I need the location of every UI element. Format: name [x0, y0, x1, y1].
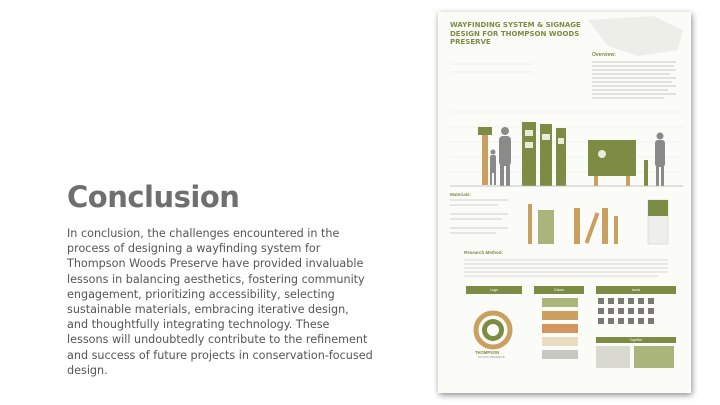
poster-logo-title: THOMPSON	[475, 350, 500, 355]
poster-image	[438, 12, 691, 393]
poster-graphics	[438, 12, 691, 393]
poster-title: WAYFINDING SYSTEM & SIGNAGE DESIGN FOR THOMPSON WOODS PRESERVE	[450, 21, 581, 46]
poster-column-logo: Logo	[466, 286, 522, 294]
poster-column-colors: Colors	[534, 286, 584, 294]
poster-research-heading: Research Method:	[464, 250, 504, 255]
poster-logo-subtitle: WOODS PRESERVE	[478, 355, 505, 359]
poster-column-icons: Icons	[596, 286, 676, 294]
poster-overview-heading: Overview:	[592, 52, 616, 58]
slide-heading: Conclusion	[67, 180, 240, 214]
poster-together-heading: Together	[596, 337, 676, 343]
slide-body-text: In conclusion, the challenges encountered in the process of designing a wayfinding system for Thompson Woods Preserve have provided invaluable lessons in balancing aesthetics, fostering community engagement, prioritizing accessibility, selecting sustainable materials, embracing iterative design, and thoughtfully integrating technology. These lessons will undoubtedly contribute to the refinement and success of future projects in conservation-focused design.	[67, 227, 373, 377]
poster-materials-heading: Materials:	[450, 192, 472, 197]
